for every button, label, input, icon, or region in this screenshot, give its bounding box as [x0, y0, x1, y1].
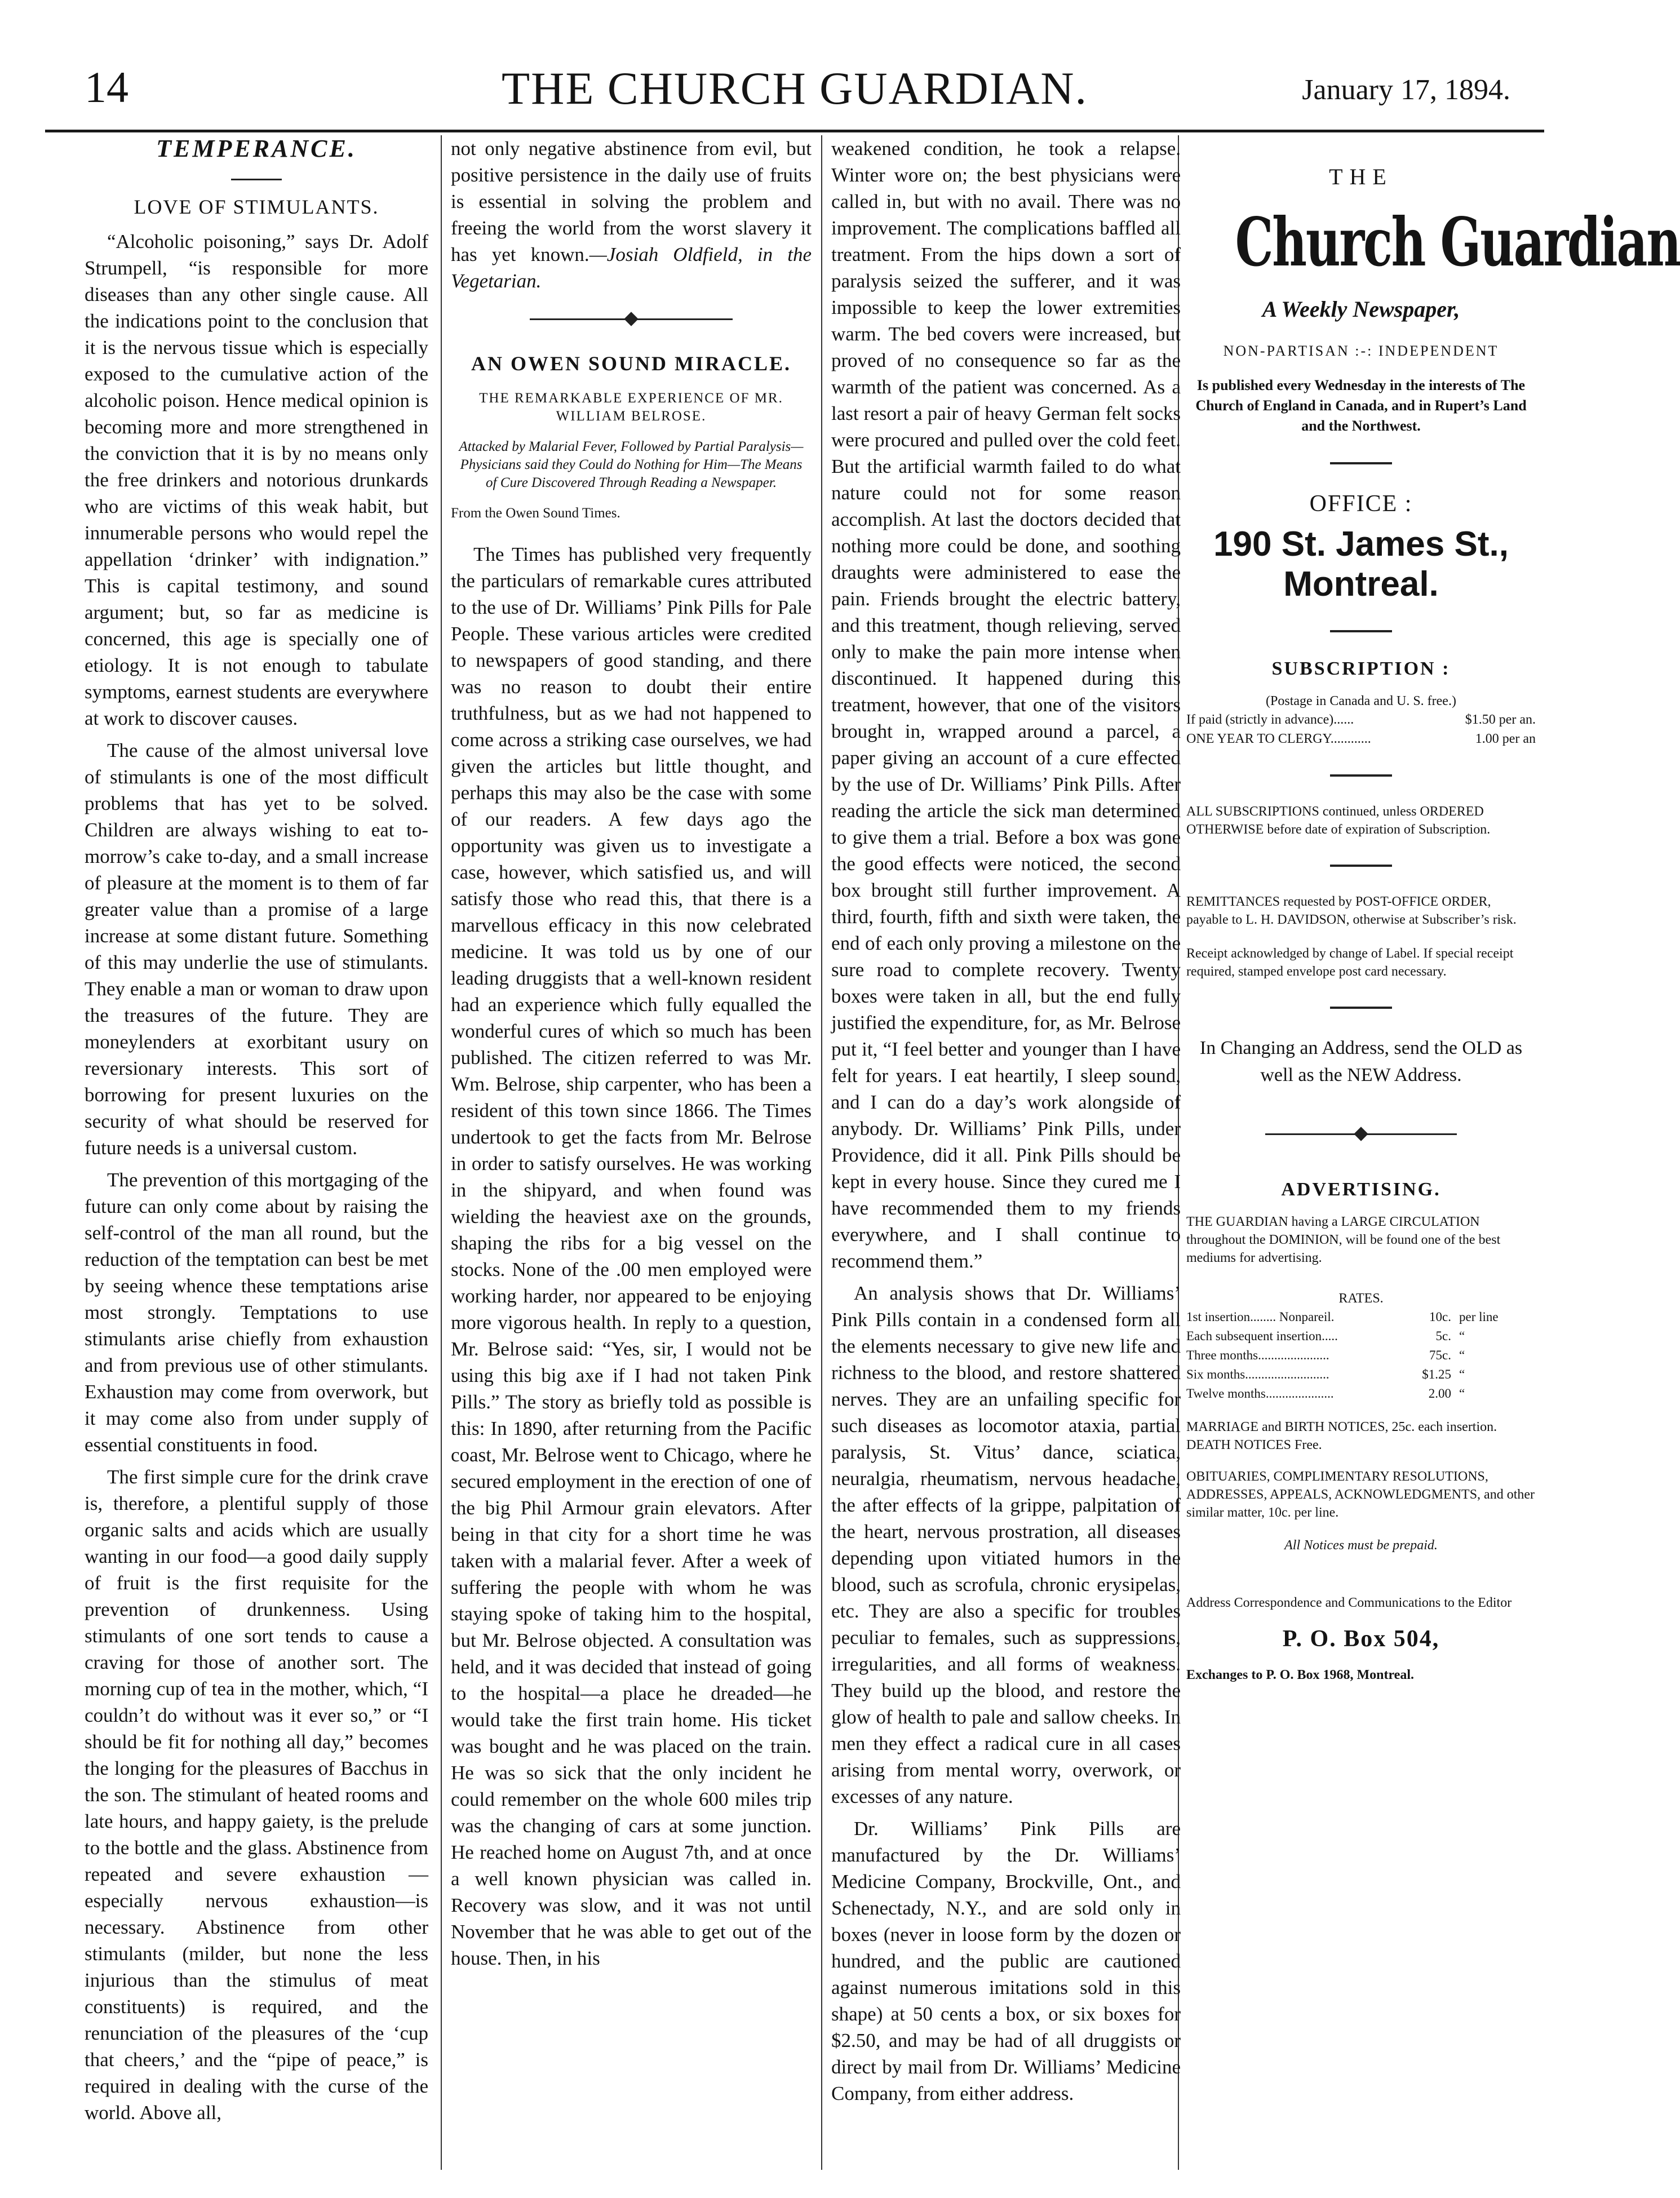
- rate-label: Six months..........................: [1186, 1367, 1329, 1381]
- article-subtitle: LOVE OF STIMULANTS.: [134, 196, 379, 218]
- rate-price: 1.00 per an: [1475, 732, 1536, 746]
- masthead: THE CHURCH GUARDIAN.: [502, 63, 1088, 114]
- office-address: 190 St. James St., Montreal.: [1213, 525, 1509, 604]
- column-rule: [821, 135, 822, 2170]
- divider: [451, 308, 812, 330]
- rate-label: ONE YEAR TO CLERGY............: [1186, 732, 1371, 746]
- paragraph: The Times has published very frequently the particulars of remarkable cures attributed to the use of Dr. Williams’ Pink Pills for Pale People. These various articles were credited to newspapers of good standing, and there was no reason to doubt their entire truthfulness, but as we had not happened to come across a striking case ourselves, we had given the articles but little thought, and perhaps this may also be the case with some of our readers. A few days ago the opportunity was given us to investigate a case, however, which satisfied us, and will satisfy those who read this, that there is a marvellous efficacy in this now celebrated medicine. It was told us by one of our leading druggists that a well-known resident had an experience which fully equalled the wonderful cures of which so much has been published. The citizen referred to was Mr. Wm. Belrose, ship carpenter, who has been a resident of this town since 1866. The Times undertook to get the facts from Mr. Belrose in order to satisfy ourselves. He was working in the shipyard, and when found was wielding the heaviest axe on the grounds, shaping the ribs for a big vessel on the stocks. None of the .00 men employed were working harder, nor appeared to be enjoying more vigorous health. In reply to a question, Mr. Belrose said: “Yes, sir, I would not be using this big axe if I had not taken Pink Pills.” The story as briefly told as possible is this: In 1890, after returning from the Pacific coast, Mr. Belrose went to Chicago, where he secured employment in the erection of one of the big Phil Armour grain elevators. After being in that city for a short time he was taken with a malarial fever. After a week of suffering the people with whom he was staying spoke of taking him to the hospital, but Mr. Belrose objected. A consultation was held, and it was decided that instead of going to the hospital—a place he dreaded—he would take the first train home. His ticket was bought and he was placed on the train. He was so sick that the only incident he could remember on the whole 600 miles trip was the changing of cars at some junction. He reached home on August 7th, and at once a well known physician was called in. Recovery was slow, and it was not until November that he was able to get out of the house. Then, in his: [451, 543, 812, 1969]
- rate-unit: “: [1459, 1386, 1465, 1401]
- office-label: OFFICE :: [1309, 491, 1413, 517]
- rate-row: [1186, 1327, 1536, 1346]
- divider: [231, 179, 282, 180]
- rate-unit: “: [1459, 1367, 1465, 1381]
- advertising-text: THE GUARDIAN having a LARGE CIRCULATION throughout the DOMINION, will be found one of the best mediums for advertising.: [1186, 1215, 1501, 1265]
- paragraph: The first simple cure for the drink crave is, therefore, a plentiful supply of those organic salts and acids which are usually wanting in our food—a good daily supply of fruit is the first requisite for the prevention of drunkenness. Using stimulants of one sort tends to cause a craving for those of another sort. The morning cup of tea in the mother, which, “I couldn’t do without was it ever so,” or “I should be fit for nothing all day,” becomes the longing for the pleasures of Bacchus in the son. The stimulant of heated rooms and late hours, and happy gaiety, is the prelude to the bottle and the glass. Abstinence from repeated and severe exhaustion —especially nervous exhaustion—is necessary. Abstinence from other stimulants (milder, but none the less injurious than the stimulus of meat constituents) is required, and the renunciation of the pleasures of the ‘cup that cheers,’ and the “pipe of peace,” is required in dealing with the curse of the world. Above all,: [85, 1466, 428, 2124]
- article-title: AN OWEN SOUND MIRACLE.: [471, 352, 792, 375]
- article-column-2: [451, 135, 812, 2170]
- correspondence-note: Address Correspondence and Communications to the Editor: [1186, 1596, 1512, 1610]
- newspaper-nameplate: Church Guardian: [1235, 203, 1680, 281]
- subscription-heading: SUBSCRIPTION :: [1271, 658, 1451, 679]
- prepaid-note: All Notices must be prepaid.: [1284, 1538, 1438, 1553]
- divider: [1330, 630, 1392, 632]
- issue-date: January 17, 1894.: [1302, 74, 1510, 106]
- rate-label: 1st insertion........ Nonpareil.: [1186, 1310, 1335, 1324]
- rate-row: [1186, 1346, 1536, 1365]
- paragraph: not only negative abstinence from evil, but positive persistence in the daily use of fruits is essential in solving the problem and freeing the world from the worst slavery it has yet known.: [451, 138, 812, 265]
- rate-price: $1.50 per an.: [1465, 712, 1536, 727]
- remittances-note: REMITTANCES requested by POST-OFFICE ORDER, payable to L. H. DAVIDSON, otherwise at Subscriber’s risk.: [1186, 894, 1517, 927]
- receipt-note: Receipt acknowledged by change of Label. If special receipt required, stamped envelope post card necessary.: [1186, 946, 1514, 979]
- rate-price: 5c.: [1435, 1329, 1451, 1343]
- divider: [1330, 774, 1392, 777]
- po-box: P. O. Box 504,: [1282, 1626, 1440, 1652]
- rate-row: [1186, 1308, 1536, 1327]
- rate-label: Twelve months.....................: [1186, 1386, 1334, 1401]
- postage-note: (Postage in Canada and U. S. free.): [1266, 694, 1456, 708]
- exchanges-note: Exchanges to P. O. Box 1968, Montreal.: [1186, 1668, 1415, 1682]
- subscription-rate: [1186, 729, 1536, 748]
- address-change-note: In Changing an Address, send the OLD as well as the NEW Address.: [1199, 1038, 1523, 1085]
- paragraph: “Alcoholic poisoning,” says Dr. Adolf Strumpell, “is responsible for more diseases than any other single cause. All the indications point to the conclusion that it is the nervous tissue which is especially exposed to the cumulative action of the alcoholic poison. Hence medical opinion is becoming more and more strengthened in the conviction that it is by no means only the free drinkers and notorious drunkards who are victims of this weak habit, but innumerable persons who would repel the appellation ‘drinker’ with indignation.” This is capital testimony, and sound argument; but, so far as medicine is concerned, this age is specially one of etiology. It is not enough to tabulate symptoms, earnest students are everywhere at work to discover causes.: [85, 231, 428, 729]
- paragraph: Dr. Williams’ Pink Pills are manufactured by the Dr. Williams’ Medicine Company, Brockville, Ont., and Schenectady, N.Y., and are sold only in boxes (never in loose form by the dozen or hundred, and the public are cautioned against numerous imitations sold in this shape) at 50 cents a box, or six boxes for $2.50, and may be had of all druggists or direct by mail from Dr. Williams’ Medicine Company, from either address.: [831, 1818, 1181, 2104]
- sidebar-the: THE: [1329, 164, 1393, 189]
- article-credit: From the Owen Sound Times.: [451, 506, 620, 521]
- publication-statement: Is published every Wednesday in the interests of The Church of England in Canada, and in Rupert’s Land and the Northwest.: [1195, 377, 1527, 434]
- marriage-notices: MARRIAGE and BIRTH NOTICES, 25c. each insertion. DEATH NOTICES Free.: [1186, 1420, 1497, 1452]
- divider: [1330, 865, 1392, 867]
- page-header: [45, 39, 1544, 132]
- rate-label: Three months......................: [1186, 1348, 1329, 1362]
- obituaries-notice: OBITUARIES, COMPLIMENTARY RESOLUTIONS, ADDRESSES, APPEALS, ACKNOWLEDGMENTS, and other similar matter, 10c. per line.: [1186, 1469, 1535, 1520]
- nonpartisan-line: NON-PARTISAN :-: INDEPENDENT: [1223, 343, 1499, 359]
- article-subtitle: THE REMARKABLE EXPERIENCE OF MR. WILLIAM BELROSE.: [479, 391, 783, 424]
- rates-heading: RATES.: [1338, 1291, 1384, 1306]
- section-title: TEMPERANCE.: [156, 135, 357, 162]
- paragraph-continued: [451, 135, 812, 294]
- rate-price: 10c.: [1429, 1310, 1451, 1324]
- rate-unit: “: [1459, 1329, 1465, 1343]
- article-column-3: [831, 135, 1181, 2170]
- rate-price: 75c.: [1429, 1348, 1451, 1362]
- rate-row: [1186, 1384, 1536, 1403]
- rate-price: $1.25: [1422, 1367, 1451, 1381]
- publication-sidebar: [1186, 135, 1680, 2170]
- paragraph: The cause of the almost universal love of stimulants is one of the most difficult problems that has yet to be solved. Children are always wishing to eat to-morrow’s cake to-day, and a small increase of pleasure at the moment is to them of far greater value than a promise of a large increase at some distant future. Something of this may underlie the use of stimulants. They enable a man or woman to draw upon the treasures of the future. They are moneylenders at exorbitant usury on reversionary interests. This sort of borrowing for present luxuries on the security of what should be reserved for future needs is a universal custom.: [85, 739, 428, 1159]
- rate-unit: per line: [1459, 1310, 1499, 1324]
- paragraph: An analysis shows that Dr. Williams’ Pink Pills contain in a condensed form all the elements necessary to give new life and richness to the blood, and restore shattered nerves. They are an unfailing specific for such diseases as locomotor ataxia, partial paralysis, St. Vitus’ dance, sciatica, neuralgia, rheumatism, nervous headache, the after effects of la grippe, palpitation of the heart, nervous prostration, all diseases depending upon vitiated humors in the blood, such as scrofula, chronic erysipelas, etc. They are also a specific for troubles peculiar to females, such as suppressions, irregularities, and all forms of weakness. They build up the blood, and restore the glow of health to pale and sallow cheeks. In men they effect a radical cure in all cases arising from mental worry, overwork, or excesses of any nature.: [831, 1282, 1181, 1807]
- rate-label: Each subsequent insertion.....: [1186, 1329, 1338, 1343]
- temperance-column: [85, 135, 428, 2170]
- rate-row: [1186, 1365, 1536, 1384]
- column-rule: [441, 135, 442, 2170]
- divider: [1330, 462, 1392, 464]
- rate-price: 2.00: [1428, 1386, 1451, 1401]
- tagline: A Weekly Newspaper,: [1262, 296, 1460, 322]
- paragraph: The prevention of this mortgaging of the future can only come about by raising the self-control of the man all round, but the reduction of the temptation can best be met by seeing whence these temptations arise most strongly. Temptations to use stimulants arise chiefly from exhaustion and from previous use of other stimulants. Exhaustion may come from overwork, but it may come also from under supply of essential constituents in food.: [85, 1169, 428, 1456]
- advertising-heading: ADVERTISING.: [1281, 1179, 1441, 1200]
- signature: —Josiah Oldfield, in the Vegetarian.: [451, 243, 812, 292]
- article-deck: Attacked by Malarial Fever, Followed by Partial Paralysis—Physicians said they Could do Nothing for Him—The Means of Cure Discovered Through Reading a Newspaper.: [459, 439, 804, 490]
- divider: [1330, 1007, 1392, 1009]
- subscription-rate: [1186, 710, 1536, 729]
- rate-unit: “: [1459, 1348, 1465, 1362]
- paragraph: weakened condition, he took a relapse. Winter wore on; the best physicians were called in, but with no avail. There was no improvement. The complications baffled all treatment. From the hips down a sort of paralysis seized the sufferer, and it was impossible to keep the lower extremities warm. The bed covers were increased, but proved of no consequence so far as the warmth of the patient was concerned. As a last resort a pair of heavy German felt socks were procured and pulled over the cold feet. But the artificial warmth failed to do what nature could not for some reason accomplish. At last the doctors decided that nothing more could be done, and soothing draughts were administered to ease the pain. Friends brought the electric battery, and this treatment, though relieving, served only to make the pain more intense when discontinued. It happened during this treatment, however, that one of the visitors brought in, wrapped around a parcel, a paper giving an account of a cure effected by the use of Dr. Williams’ Pink Pills. After reading the article the sick man determined to give them a trial. Before a box was gone the good effects were noticed, the second box brought still further improvement. A third, fourth, fifth and sixth were taken, the end of each only proving a milestone on the sure road to complete recovery. Twenty boxes were taken in all, but the end fully justified the expenditure, for, as Mr. Belrose put it, “I feel better and younger than I have felt for years. I eat heartily, I sleep sound, and I can do a day’s work alongside of anybody. Dr. Williams’ Pink Pills, under Providence, did it all. Pink Pills should be kept in every house. Since they cured me I have recommended them to my friends everywhere, and I shall continue to recommend them.”: [831, 138, 1181, 1272]
- page-number: 14: [85, 63, 128, 112]
- divider: [1186, 1123, 1536, 1145]
- continued-note: ALL SUBSCRIPTIONS continued, unless ORDERED OTHERWISE before date of expiration of Subscription.: [1186, 804, 1491, 837]
- rate-label: If paid (strictly in advance)......: [1186, 712, 1354, 727]
